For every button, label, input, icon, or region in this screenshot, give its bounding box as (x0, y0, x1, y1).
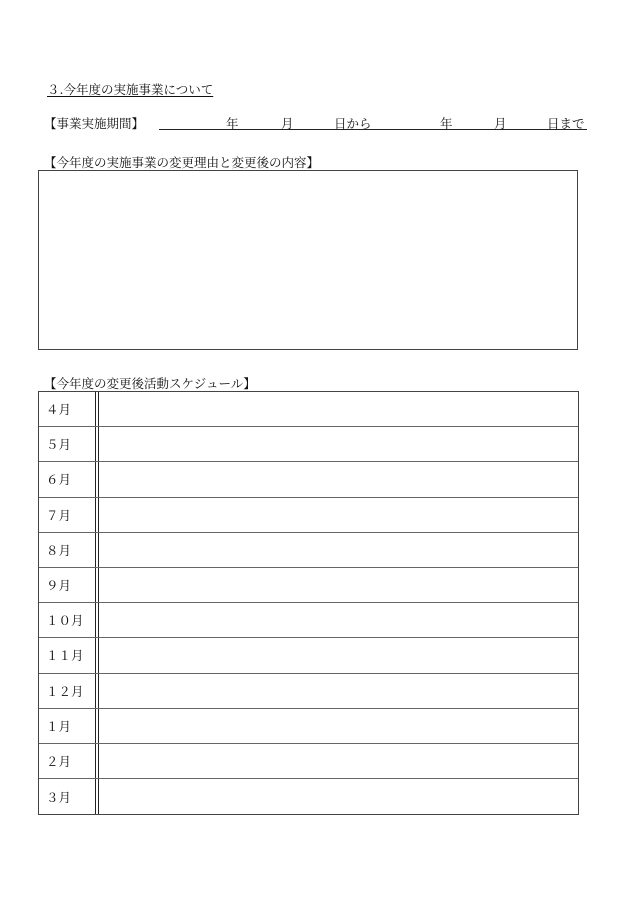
month-cell: ５月 (39, 427, 99, 461)
period-end-year-unit: 年 (440, 116, 453, 131)
change-reason-box[interactable] (38, 170, 578, 350)
schedule-row (39, 498, 578, 533)
schedule-row (39, 568, 578, 603)
month-cell: ６月 (39, 462, 99, 496)
month-cell: ２月 (39, 744, 99, 778)
activity-cell[interactable] (99, 533, 578, 567)
period-end-month-unit: 月 (494, 116, 507, 131)
activity-cell[interactable] (99, 744, 578, 778)
month-cell: １０月 (39, 603, 99, 637)
activity-cell[interactable] (99, 603, 578, 637)
month-cell: １月 (39, 709, 99, 743)
activity-cell[interactable] (99, 498, 578, 532)
schedule-row (39, 779, 578, 814)
section-title: ３.今年度の実施事業について (47, 82, 214, 97)
activity-cell[interactable] (99, 674, 578, 708)
implementation-period (44, 114, 589, 132)
period-start-year-unit: 年 (226, 116, 239, 131)
schedule-label: 【今年度の変更後活動スケジュール】 (44, 376, 256, 391)
period-fill-line[interactable] (159, 129, 587, 130)
schedule-row (39, 674, 578, 709)
change-reason-label: 【今年度の実施事業の変更理由と変更後の内容】 (44, 155, 320, 170)
schedule-row (39, 392, 578, 427)
schedule-row (39, 744, 578, 779)
month-cell: ７月 (39, 498, 99, 532)
month-cell: ４月 (39, 392, 99, 426)
activity-cell[interactable] (99, 709, 578, 743)
month-cell: ９月 (39, 568, 99, 602)
activity-cell[interactable] (99, 392, 578, 426)
activity-cell[interactable] (99, 779, 578, 814)
schedule-row (39, 462, 578, 497)
schedule-row (39, 709, 578, 744)
schedule-row (39, 638, 578, 673)
month-cell: ３月 (39, 779, 99, 814)
month-cell: ８月 (39, 533, 99, 567)
period-start-month-unit: 月 (281, 116, 294, 131)
period-start-day-unit: 日から (334, 116, 372, 131)
schedule-table (38, 391, 579, 815)
period-label: 【事業実施期間】 (44, 116, 145, 131)
activity-cell[interactable] (99, 638, 578, 672)
activity-cell[interactable] (99, 462, 578, 496)
schedule-row (39, 533, 578, 568)
activity-cell[interactable] (99, 427, 578, 461)
schedule-row (39, 427, 578, 462)
schedule-row (39, 603, 578, 638)
activity-cell[interactable] (99, 568, 578, 602)
month-cell: １２月 (39, 674, 99, 708)
period-end-day-unit: 日まで (547, 116, 585, 131)
month-cell: １１月 (39, 638, 99, 672)
